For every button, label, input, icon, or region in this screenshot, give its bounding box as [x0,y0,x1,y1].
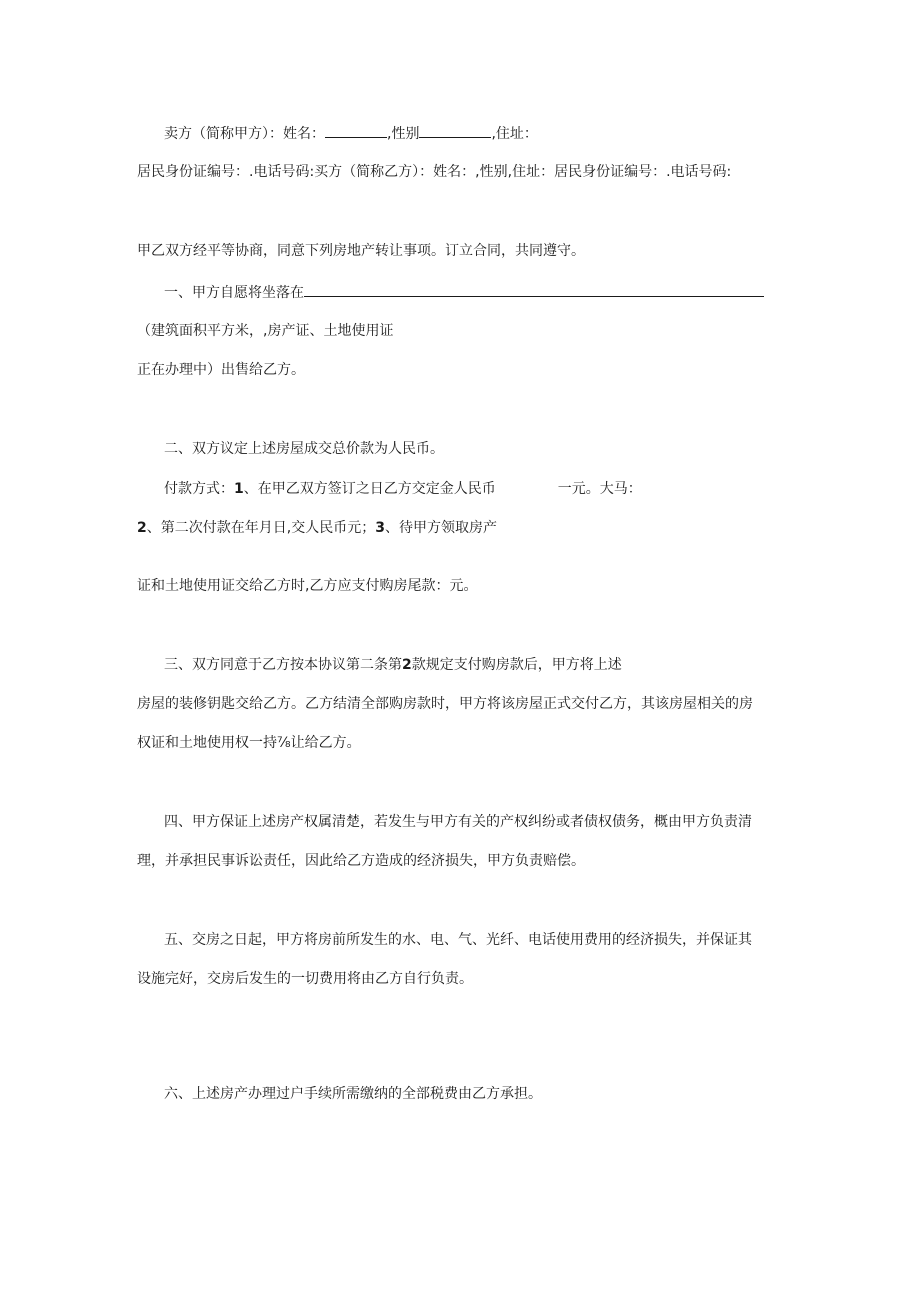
payment-text-1b: 一元。大马： [557,481,642,497]
address-label: ,住址： [491,126,538,142]
gender-blank [419,123,491,138]
payment-num-1: 1 [234,481,244,497]
clause-3-line-2: 房屋的装修钥匙交给乙方。乙方结清全部购房款时，甲方将该房屋正式交付乙方，其该房屋相关的房 [137,696,753,712]
clause-3-prefix: 三、双方同意于乙方按本协议第二条第 [164,657,402,673]
clause-5-line-1: 五、交房之日起，甲方将房前所发生的水、电、气、光纤、电话使用费用的经济损失，并保证其 [164,932,752,948]
seller-line [164,123,538,143]
intro-paragraph: 甲乙双方经平等协商，同意下列房地产转让事项。订立合同，共同遵守。 [137,243,585,259]
clause-4-line-2: 理，并承担民事诉讼责任，因此给乙方造成的经济损失，甲方负责赔偿。 [137,853,585,869]
clause-2-line-1: 二、双方议定上述房屋成交总价款为人民币。 [164,441,444,457]
clause-3-line-3: 权证和土地使用权一持⅞让给乙方。 [137,735,361,751]
clause-2-payment-line-3: 证和土地使用证交给乙方时,乙方应支付购房尾款：元。 [137,578,478,594]
payment-num-3: 3 [375,520,385,536]
clause-3-line-1 [164,655,622,675]
payment-text-1: 、在甲乙双方签订之日乙方交定金人民币 [243,481,496,497]
clause-1-line-1 [164,282,764,302]
payment-num-2: 2 [137,520,147,536]
seller-label: 卖方（简称甲方）：姓名： [164,126,325,142]
clause-3-suffix: 款规定支付购房款后，甲方将上述 [411,657,622,673]
location-blank [304,282,764,297]
clause-1-text: 一、甲方自愿将坐落在 [164,285,304,301]
gender-label: ,性别 [387,126,420,142]
payment-text-2: 、第二次付款在年月日,交人民币元； [146,520,376,536]
clause-5-line-2: 设施完好，交房后发生的一切费用将由乙方自行负责。 [137,971,473,987]
payment-text-3: 、待甲方领取房产 [384,520,497,536]
clause-2-payment-line [164,479,642,499]
clause-1-line-3: 正在办理中）出售给乙方。 [137,362,305,378]
clause-4-line-1: 四、甲方保证上述房产权属清楚，若发生与甲方有关的产权纠纷或者债权债务，概由甲方负责清 [164,814,752,830]
payment-prefix: 付款方式： [164,481,234,497]
clause-3-num: 2 [402,657,412,673]
clause-2-payment-line-2 [137,518,497,538]
clause-6-line-1: 六、上述房产办理过户手续所需缴纳的全部税费由乙方承担。 [164,1086,542,1102]
seller-name-blank [325,123,387,138]
info-line: 居民身份证编号：.电话号码:买方（简称乙方）：姓名：,性别,住址：居民身份证编号：.电话号码: [137,164,732,180]
clause-1-line-2: （建筑面积平方米，,房产证、土地使用证 [137,323,394,339]
